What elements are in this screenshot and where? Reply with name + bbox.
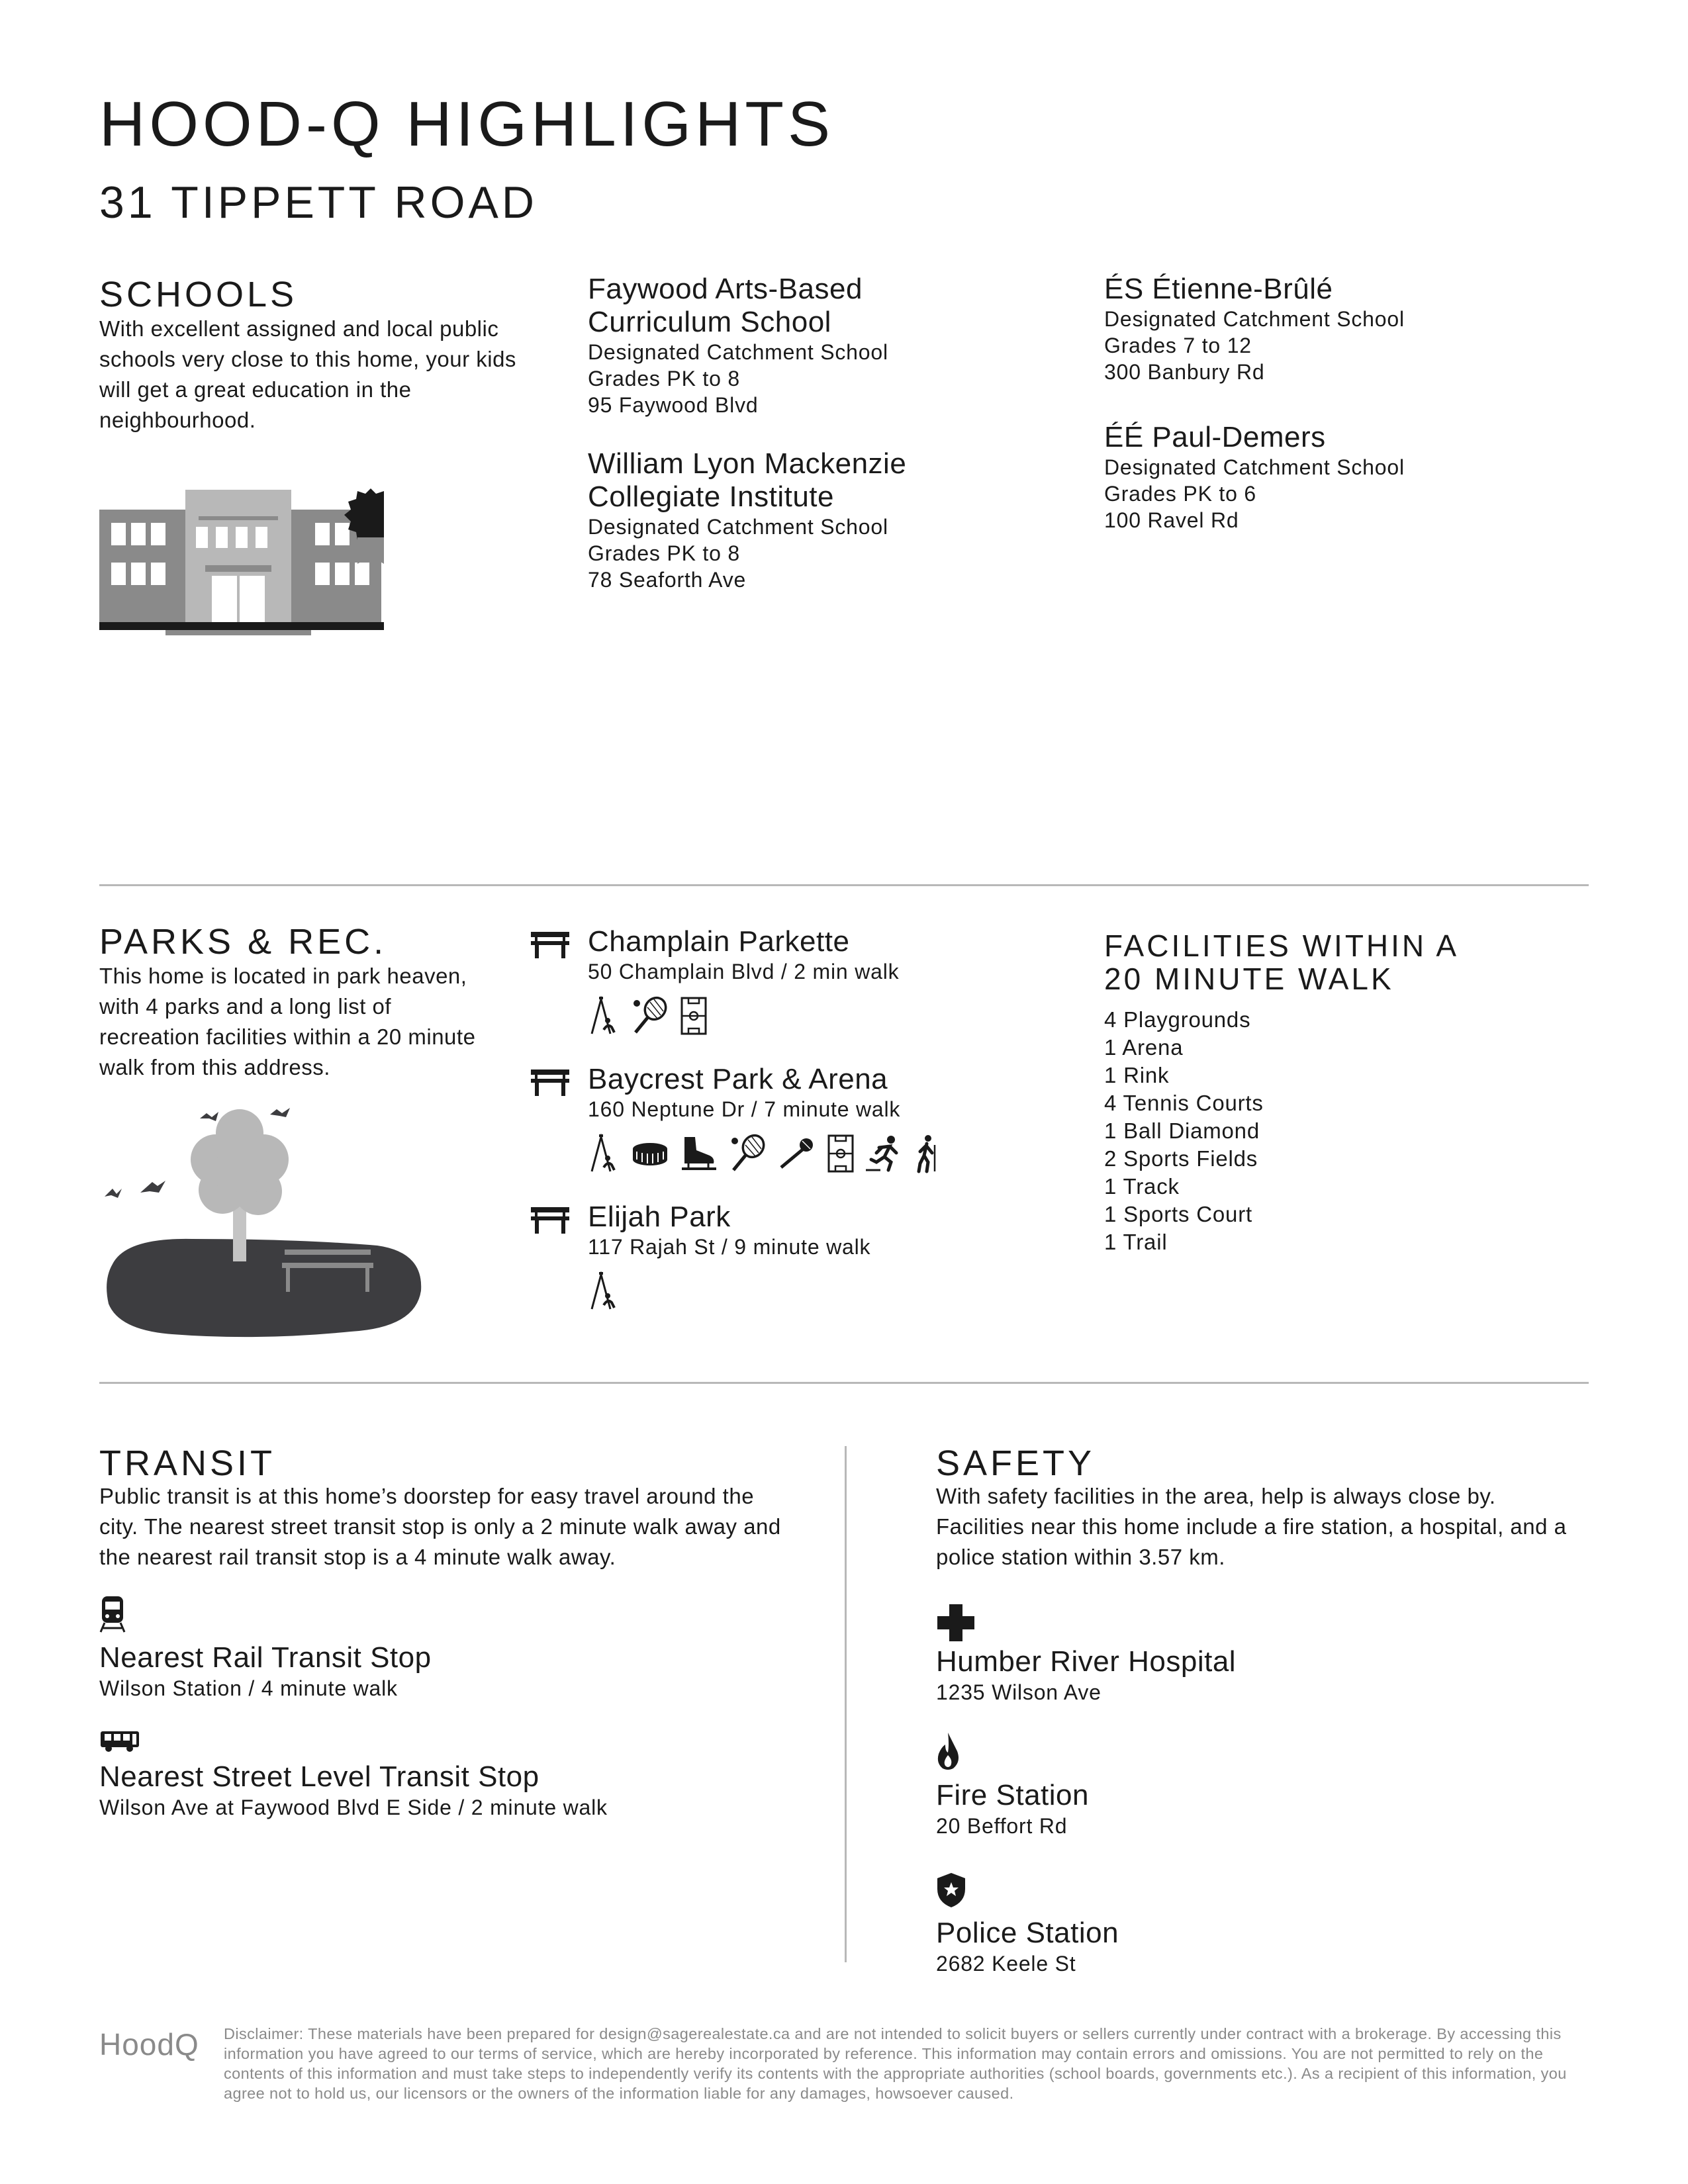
tennis-icon <box>630 995 670 1036</box>
school-type: Designated Catchment School <box>1104 307 1405 331</box>
school-type: Designated Catchment School <box>588 340 888 364</box>
facilities-heading <box>1104 929 1459 995</box>
park-name: Champlain Parkette <box>588 925 850 958</box>
school-name: William Lyon Mackenzie Collegiate Institute <box>588 447 907 513</box>
skate-icon <box>679 1133 719 1174</box>
section-divider <box>99 1382 1589 1384</box>
street-transit-detail: Wilson Ave at Faywood Blvd E Side / 2 minute walk <box>99 1796 608 1819</box>
arena-icon <box>630 1133 670 1174</box>
hospital-name: Humber River Hospital <box>936 1645 1237 1678</box>
park-facility-icons <box>588 1133 1051 1174</box>
hospital-cross-icon <box>936 1603 976 1643</box>
sports-field-icon <box>826 1133 855 1174</box>
ball-diamond-icon <box>777 1133 817 1174</box>
school-type: Designated Catchment School <box>588 515 888 539</box>
column-divider <box>845 1446 847 1962</box>
facility-item: 1 Trail <box>1104 1230 1168 1254</box>
track-icon <box>865 1133 904 1174</box>
school-address: 95 Faywood Blvd <box>588 393 759 417</box>
facility-item: 1 Ball Diamond <box>1104 1118 1260 1143</box>
trail-icon <box>914 1133 940 1174</box>
street-transit-label: Nearest Street Level Transit Stop <box>99 1760 539 1793</box>
facilities-heading-line: 20 MINUTE WALK <box>1104 962 1394 996</box>
playground-icon <box>588 995 621 1036</box>
rail-transit-label: Nearest Rail Transit Stop <box>99 1641 432 1674</box>
park-facility-icons <box>588 1271 1051 1312</box>
school-type: Designated Catchment School <box>1104 455 1405 479</box>
park-detail: 160 Neptune Dr / 7 minute walk <box>588 1097 901 1121</box>
facilities-list <box>1104 1006 1264 1256</box>
bench-icon <box>530 931 571 960</box>
transit-heading: TRANSIT <box>99 1443 276 1483</box>
park-illustration <box>99 1099 430 1350</box>
police-station-name: Police Station <box>936 1917 1119 1949</box>
property-address: 31 TIPPETT ROAD <box>99 177 538 228</box>
facility-item: 1 Sports Court <box>1104 1202 1252 1226</box>
transit-description: Public transit is at this home’s doorstep for easy travel around the city. The nearest street transit stop is only a 2 minute walk away and the nearest rail transit stop is a 4 minute walk away. <box>99 1484 781 1569</box>
school-grades: Grades PK to 8 <box>588 367 740 390</box>
school-name: ÉÉ Paul-Demers <box>1104 421 1326 453</box>
fire-station-name: Fire Station <box>936 1779 1089 1811</box>
parks-heading: PARKS & REC. <box>99 922 387 962</box>
school-address: 78 Seaforth Ave <box>588 568 747 592</box>
fire-icon <box>936 1731 960 1771</box>
hoodq-logo: HoodQ <box>99 2027 199 2062</box>
fire-station-address: 20 Beffort Rd <box>936 1814 1068 1838</box>
school-grades: Grades 7 to 12 <box>1104 334 1252 357</box>
playground-icon <box>588 1271 621 1312</box>
park-name: Elijah Park <box>588 1201 731 1233</box>
facility-item: 1 Track <box>1104 1174 1180 1199</box>
school-building-illustration <box>99 477 384 635</box>
bench-icon <box>530 1206 571 1235</box>
facilities-heading-line: FACILITIES WITHIN A <box>1104 929 1460 963</box>
school-address: 100 Ravel Rd <box>1104 508 1239 532</box>
park-name: Baycrest Park & Arena <box>588 1063 888 1095</box>
school-item <box>1104 273 1405 385</box>
rail-transit-detail: Wilson Station / 4 minute walk <box>99 1676 398 1700</box>
school-address: 300 Banbury Rd <box>1104 360 1265 384</box>
school-item <box>588 447 985 593</box>
facility-item: 1 Arena <box>1104 1035 1184 1060</box>
playground-icon <box>588 1133 621 1174</box>
parks-description: This home is located in park heaven, with 4 parks and a long list of recreation facilities within a 20 minute walk from this address. <box>99 964 476 1079</box>
school-name: Faywood Arts-Based Curriculum School <box>588 273 863 338</box>
disclaimer-text: Disclaimer: These materials have been prepared for design@sagerealestate.ca and are not intended to solicit buyers or sellers currently under contract with a brokerage. By accessing this information you have agreed to our terms of service, which are hereby incorporated by reference. This information may contain errors and omissions. You are not permitted to rely on the contents of this information and must take steps to independently verify its contents with the appropriate authorities (school boards, governments etc.). As a recipient of this information, you agree not to hold us, our licensors or the owners of the information liable for any damages, howsoever caused. <box>224 2025 1567 2102</box>
train-icon <box>99 1595 126 1633</box>
park-facility-icons <box>588 995 1051 1036</box>
park-detail: 117 Rajah St / 9 minute walk <box>588 1235 871 1259</box>
sports-field-icon <box>679 995 708 1036</box>
police-shield-icon <box>936 1872 966 1909</box>
safety-heading: SAFETY <box>936 1443 1096 1483</box>
bus-icon <box>99 1730 140 1752</box>
tennis-icon <box>728 1133 768 1174</box>
schools-heading: SCHOOLS <box>99 275 298 314</box>
schools-description: With excellent assigned and local public schools very close to this home, your kids will get a great education in the neighbourhood. <box>99 316 516 432</box>
page-title: HOOD-Q HIGHLIGHTS <box>99 89 835 159</box>
facility-item: 1 Rink <box>1104 1063 1170 1087</box>
facility-item: 4 Playgrounds <box>1104 1007 1251 1032</box>
bench-icon <box>530 1068 571 1097</box>
school-grades: Grades PK to 6 <box>1104 482 1256 506</box>
section-divider <box>99 884 1589 886</box>
school-item <box>1104 421 1405 533</box>
safety-description: With safety facilities in the area, help is always close by. Facilities near this home include a fire station, a hospital, and a police station within 3.57 km. <box>936 1484 1567 1569</box>
school-name: ÉS Étienne-Brûlé <box>1104 273 1333 305</box>
hospital-address: 1235 Wilson Ave <box>936 1680 1102 1704</box>
facility-item: 2 Sports Fields <box>1104 1146 1258 1171</box>
facility-item: 4 Tennis Courts <box>1104 1091 1264 1115</box>
school-grades: Grades PK to 8 <box>588 541 740 565</box>
school-item <box>588 273 985 418</box>
police-station-address: 2682 Keele St <box>936 1952 1076 1976</box>
park-detail: 50 Champlain Blvd / 2 min walk <box>588 960 900 983</box>
